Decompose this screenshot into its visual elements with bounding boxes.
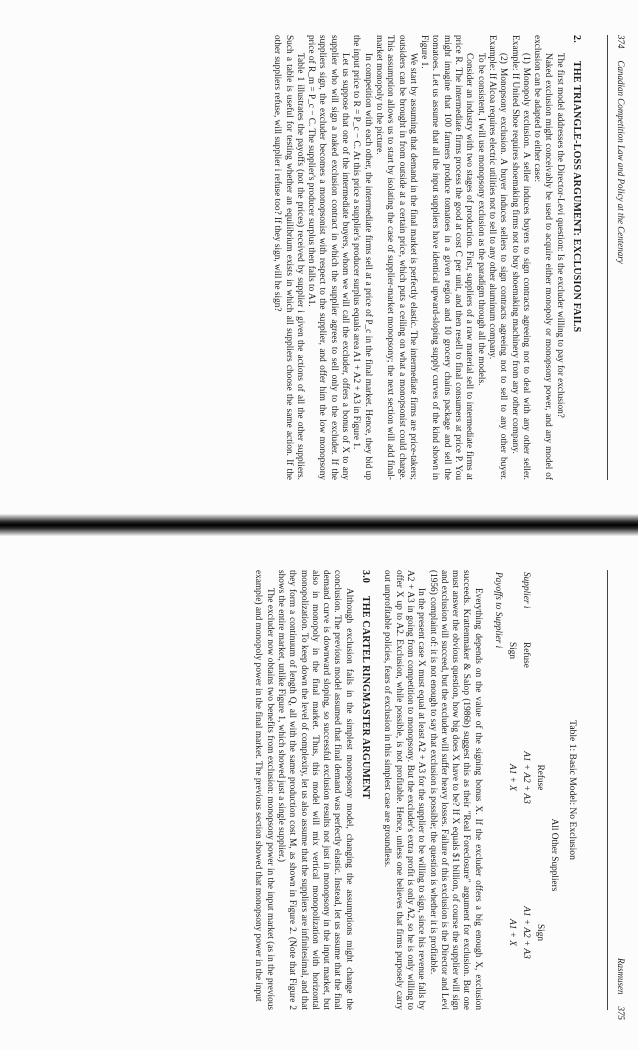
left-body bbox=[271, 35, 586, 480]
table-cell: A1 + X bbox=[506, 764, 517, 791]
section-2-heading: 2.THE TRIANGLE-LOSS ARGUMENT: EXCLUSION FAILS bbox=[571, 35, 582, 333]
table-title: Table 1: Basic Model: No Exclusion bbox=[567, 720, 578, 860]
running-title: Canadian Competition Law and Policy at the Centenary bbox=[616, 60, 626, 264]
right-body bbox=[252, 570, 586, 1010]
table-caption: Payoffs to Supplier i bbox=[492, 572, 503, 649]
payoff-table bbox=[491, 570, 561, 1010]
right-running-head bbox=[616, 958, 626, 1020]
table-cell: A1 + X bbox=[506, 919, 517, 946]
table-col-refuse: Refuse bbox=[534, 764, 545, 791]
right-page-number: 375 bbox=[616, 1006, 626, 1020]
list-item-monopsony: (2) Monopsony exclusion. A buyer induces sellers to sign contracts agreeing not to sell to any other buyer. Example: If Alcoa requires electric utilities not to sell to any other aluminum company. bbox=[486, 35, 509, 480]
table-row-refuse: Refuse bbox=[520, 642, 531, 668]
paragraph: Everything depends on the value of the signing bonus X. If the excluder offers a big enough X, exclusion succeeds. Krattenmaker & Salop (1986b) suggest this as their "Real Foreclosure" argument for exclusion. But one must answer the obvious question, how big does X have to be? If X equals $1 billion, of course the supplier will sign and exclusion will succeed, but the excluder will suffer heavy losses. Failure of this exclusion is the Director and Levi (1956) complaint of: it is not enough to say that exclusion is possible; the question is whether it is profitable. bbox=[427, 570, 483, 1010]
paragraph: To be consistent, I will use monopsony exclusion as the paradigm through all the models. bbox=[475, 53, 486, 386]
left-page-number: 374 bbox=[616, 35, 626, 49]
paragraph: Table 1 illustrates the payoffs (not the prices) received by supplier i given the actions of all the other suppliers. Such a table is useful for testing whether an equilibrium exists in which all suppliers choose the same action. If the other suppliers refuse, will supplier i refuse too? If they sign, will he sign? bbox=[272, 35, 305, 480]
section-3-heading: 3.0THE CARTEL RINGMASTER ARGUMENT bbox=[360, 570, 372, 800]
paragraph: In competition with each other, the intermediate firms sell at a price of P_c in the final market. Hence, they bid up the input price to R = P_c − C. At this price a supplier's producer surplus equals area A1 + A2 + A3 in Figure 1. bbox=[351, 35, 373, 480]
left-running-head bbox=[616, 35, 626, 264]
paragraph: Consider an industry with two stages of production. First, suppliers of a raw material sell to intermediate firms at price R. The intermediate firms process the good at cost C per unit, and then resell to final consumers at price P. You might imagine that 100 farmers produce tomatoes in a given region and 10 grocery chains package and sell the tomatoes. Let us assume that all the input suppliers have identical upward-sloping supply curves of the kind shown in Figure 1. bbox=[419, 35, 475, 480]
list-item-monopoly: (1) Monopoly exclusion. A seller induces buyers to sign contracts agreeing not to deal with any other seller. Example: If United Shoe requires shoemaking firms not to buy shoemaking machinery from any other company. bbox=[509, 35, 531, 480]
right-page bbox=[0, 525, 638, 1050]
paragraph: Let us suppose that one of the intermediate buyers, whom we will call the excluder, offers a bonus of X to any supplier who will sign a naked exclusion contract in which the supplier agrees to sell only to the excluder. If the suppliers sign, the excluder becomes a monopsonist with respect to the supplier, and offer him the low monopsony price of R_m = P_c − C. The supplier's producer surplus then falls to A1. bbox=[306, 35, 351, 480]
table-cell: A1 + A2 + A3 bbox=[520, 751, 531, 804]
table-cell: A1 + A2 + A3 bbox=[520, 906, 531, 959]
right-header-rule bbox=[607, 570, 608, 1010]
paragraph: The first model addresses the Director-Levi question: Is the excluder willing to pay for exclusion? bbox=[554, 53, 565, 418]
left-header-rule bbox=[607, 35, 608, 480]
paragraph: The excluder now obtains two benefits from exclusion: monopsony power in the input market (as in the previous example) and monopoly power in the final market. The previous section showed that monopsony power in the input bbox=[253, 570, 275, 1010]
paragraph: We start by assuming that demand in the final market is perfectly elastic. The intermediate firms are price-takers; outsiders can be brought in from outside at a certain price, which puts a ceiling on what a monopsonist could charge. This assumption allows us to start by isolating the case of supplier-market monopsony; the next section will add final-market monopoly to the picture. bbox=[373, 35, 418, 480]
running-author: Rasmusen bbox=[616, 958, 626, 995]
paragraph: In the present case X must equal at least A2 + A3 for the supplier to be willing to sign, since his revenue falls by A2 + A3 in going from competition to monopsony. But the excluder's extra profit is only A2, so he is only willing to offer X up to A2. Exclusion, while possible, is not profitable. Hence, unless one believes that firms purposely carry out unprofitable policies, fears of exclusion in this simplest case are groundless. bbox=[382, 570, 427, 1010]
table-column-group: All Other Suppliers bbox=[548, 818, 559, 892]
table-row-sign: Sign bbox=[506, 642, 517, 660]
paragraph: Naked exclusion might conceivably be used to acquire either monopoly or monopsony power, and any model of exclusion can be adapted to either case: bbox=[532, 35, 554, 480]
table-row-group: Supplier i bbox=[520, 572, 531, 609]
paragraph: Although exclusion fails in the simplest monopsony model, changing the assumptions might change the conclusion. The previous model assumed that final demand was perfectly elastic. Instead, let us assume that the final demand curve is downward sloping, so successful exclusion results not just in monopsony in the input market, but also in monopoly in the final market. Thus, this model will mix vertical monopolization with horizontal monopolization. To keep down the level of complexity, let us also assume that the suppliers are infinitesimal, and that they form a continuum of length Q, all with the same production cost M, as shown in Figure 2. (Note that Figure 2 shows the entire market, unlike Figure 1, which showed just a single supplier.) bbox=[275, 570, 354, 1010]
table-col-sign: Sign bbox=[534, 923, 545, 942]
